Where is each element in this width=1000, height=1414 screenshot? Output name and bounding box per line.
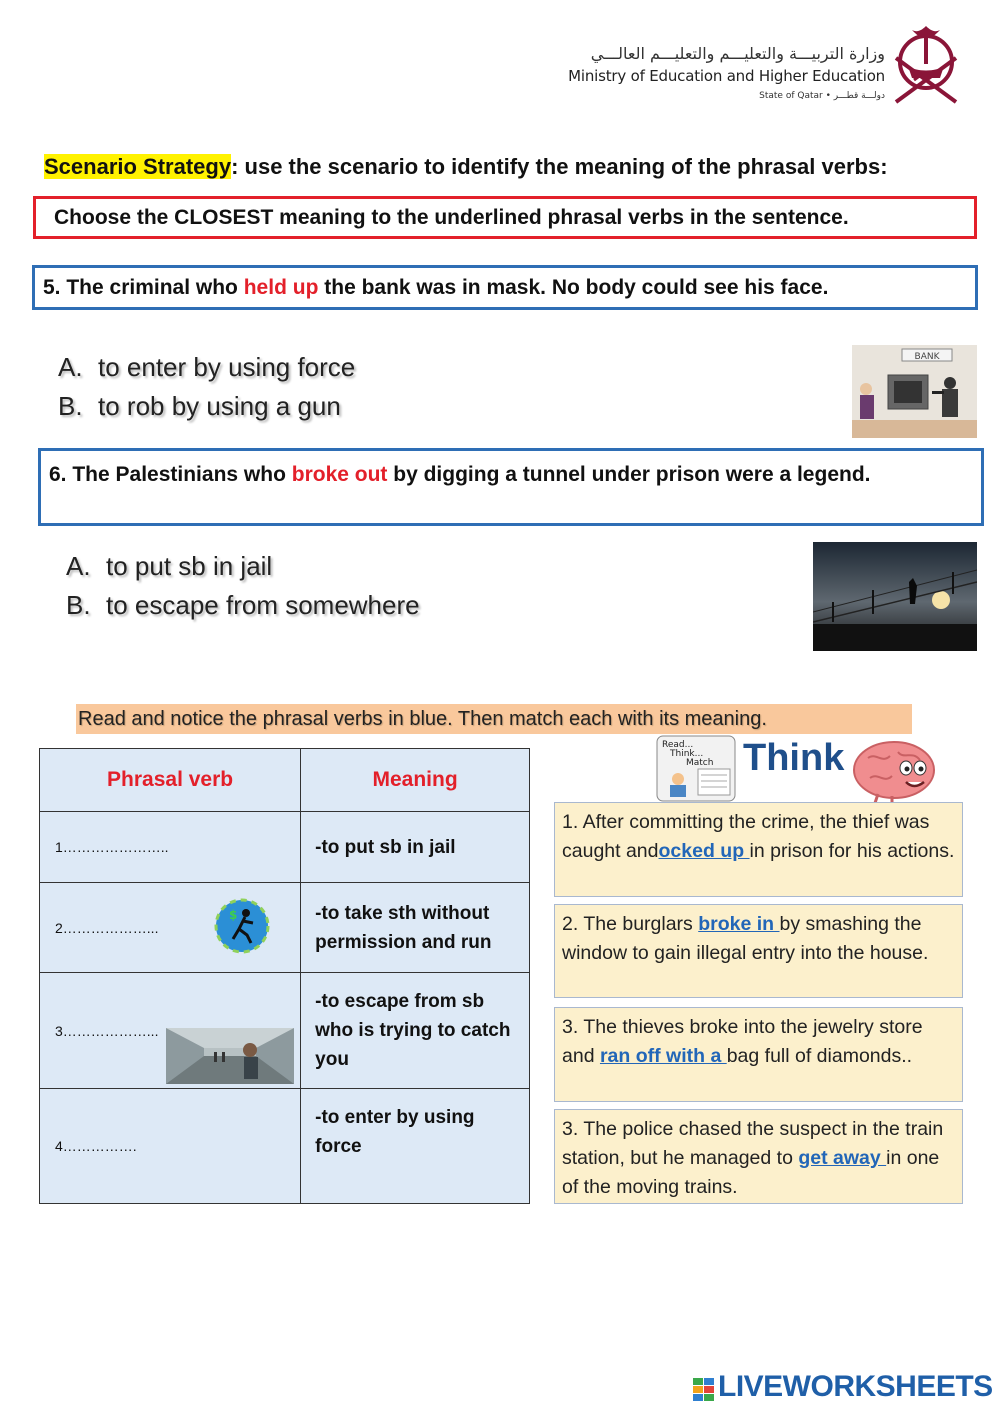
card-text: 1. After committing the crime, the thief was caught and [562, 811, 930, 862]
state-of-qatar: State of Qatar • دولـــة قطـــر [759, 91, 885, 101]
table-row [40, 1089, 530, 1204]
liveworksheets-logo-icon [693, 1378, 715, 1402]
answer-blank-2[interactable] [40, 883, 301, 973]
card-text: bag full of diamonds.. [726, 1045, 913, 1067]
question-6-text [49, 458, 961, 491]
strategy-label: Scenario Strategy [44, 154, 232, 179]
q5-option-a[interactable] [58, 348, 355, 387]
card-phrasal-verb: get away [798, 1147, 887, 1169]
option-letter: B. [66, 590, 91, 620]
doc-label-read: Read... [662, 740, 694, 750]
option-letter: B. [58, 391, 83, 421]
q6-option-b[interactable] [66, 586, 420, 625]
card-phrasal-verb: broke in [698, 913, 780, 935]
q5-after: the bank was in mask. No body could see his face. [324, 276, 829, 299]
answer-blank-3[interactable] [40, 973, 301, 1089]
meaning-cell: -to enter by using force [301, 1089, 530, 1204]
bank-sign-text: BANK [914, 352, 940, 362]
question-5-options [58, 348, 355, 426]
doc-label-match: Match [686, 758, 714, 768]
meaning-cell: -to put sb in jail [301, 812, 530, 883]
table-header-row [40, 749, 530, 812]
row-number: 4……………. [55, 1138, 137, 1154]
read-think-match-icon [656, 735, 736, 802]
card-text: by smashing the window to gain illegal entry into the house. [562, 913, 929, 964]
ministry-name-english: Ministry of Education and Higher Education [568, 67, 885, 85]
match-instruction: Read and notice the phrasal verbs in blue. Then match each with its meaning. [76, 704, 912, 734]
sentence-card-3 [554, 1007, 963, 1102]
qatar-emblem-logo [890, 18, 962, 106]
card-text: 2. The burglars [562, 913, 699, 935]
sentence-card-4 [554, 1109, 963, 1204]
strategy-text: : use the scenario to identify the meaning of the phrasal verbs: [231, 154, 888, 179]
phrasal-verb-table [39, 748, 530, 1204]
header-meaning: Meaning [301, 749, 530, 812]
card-text: in prison for his actions. [749, 840, 955, 862]
q6-option-a[interactable] [66, 547, 420, 586]
svg-text:$: $ [229, 908, 238, 922]
option-text: to rob by using a gun [98, 391, 341, 421]
question-6-options [66, 547, 420, 625]
header-phrasal-verb: Phrasal verb [40, 749, 301, 812]
running-thief-icon [213, 897, 271, 955]
option-letter: A. [66, 551, 91, 581]
row-number: 1………………….. [55, 839, 169, 855]
think-heading: Think [743, 737, 845, 779]
card-text: in one of the moving trains. [562, 1147, 940, 1198]
q5-phrasal-verb: held up [243, 276, 319, 299]
q6-phrasal-verb: broke out [291, 463, 388, 486]
train-station-chase-image [166, 1028, 294, 1084]
q5-before: 5. The criminal who [43, 276, 238, 299]
sentence-card-1 [554, 802, 963, 897]
prison-fence-image [813, 542, 977, 651]
option-text: to enter by using force [98, 352, 356, 382]
bank-robbery-image [852, 345, 977, 438]
card-phrasal-verb: ran off with a [599, 1045, 727, 1067]
meaning-cell: -to take sth without permission and run [301, 883, 530, 973]
meaning-cell: -to escape from sb who is trying to catch you [301, 973, 530, 1089]
question-6-box [38, 448, 984, 526]
question-5-text [43, 276, 828, 300]
option-letter: A. [58, 352, 83, 382]
card-text: 3. The police chased the suspect in the train station, but he managed to [562, 1118, 944, 1169]
table-row [40, 883, 530, 973]
doc-label-think: Think... [670, 749, 704, 759]
main-instruction-box [33, 196, 977, 239]
row-number: 3………………... [55, 1022, 159, 1039]
q6-before: 6. The Palestinians who [49, 463, 286, 486]
card-text: 3. The thieves broke into the jewelry store and [562, 1016, 923, 1067]
option-text: to escape from somewhere [106, 590, 420, 620]
table-row [40, 973, 530, 1089]
q5-option-b[interactable] [58, 387, 355, 426]
answer-blank-1[interactable] [40, 812, 301, 883]
row-number: 2………………... [55, 919, 159, 936]
card-phrasal-verb: ocked up [658, 840, 750, 862]
ministry-name-arabic: وزارة التربيـــة والتعليـــم والتعليـــم العالـــي [590, 44, 885, 63]
q6-after: by digging a tunnel under prison were a legend. [393, 463, 871, 486]
table-row [40, 812, 530, 883]
answer-blank-4[interactable] [40, 1089, 301, 1204]
brain-mascot-icon [848, 738, 944, 808]
strategy-line [44, 154, 989, 180]
option-text: to put sb in jail [106, 551, 273, 581]
question-5-box [32, 265, 978, 310]
sentence-card-2 [554, 904, 963, 998]
main-instruction: Choose the CLOSEST meaning to the underlined phrasal verbs in the sentence. [54, 206, 849, 229]
liveworksheets-brand[interactable]: LIVEWORKSHEETS [718, 1370, 993, 1403]
